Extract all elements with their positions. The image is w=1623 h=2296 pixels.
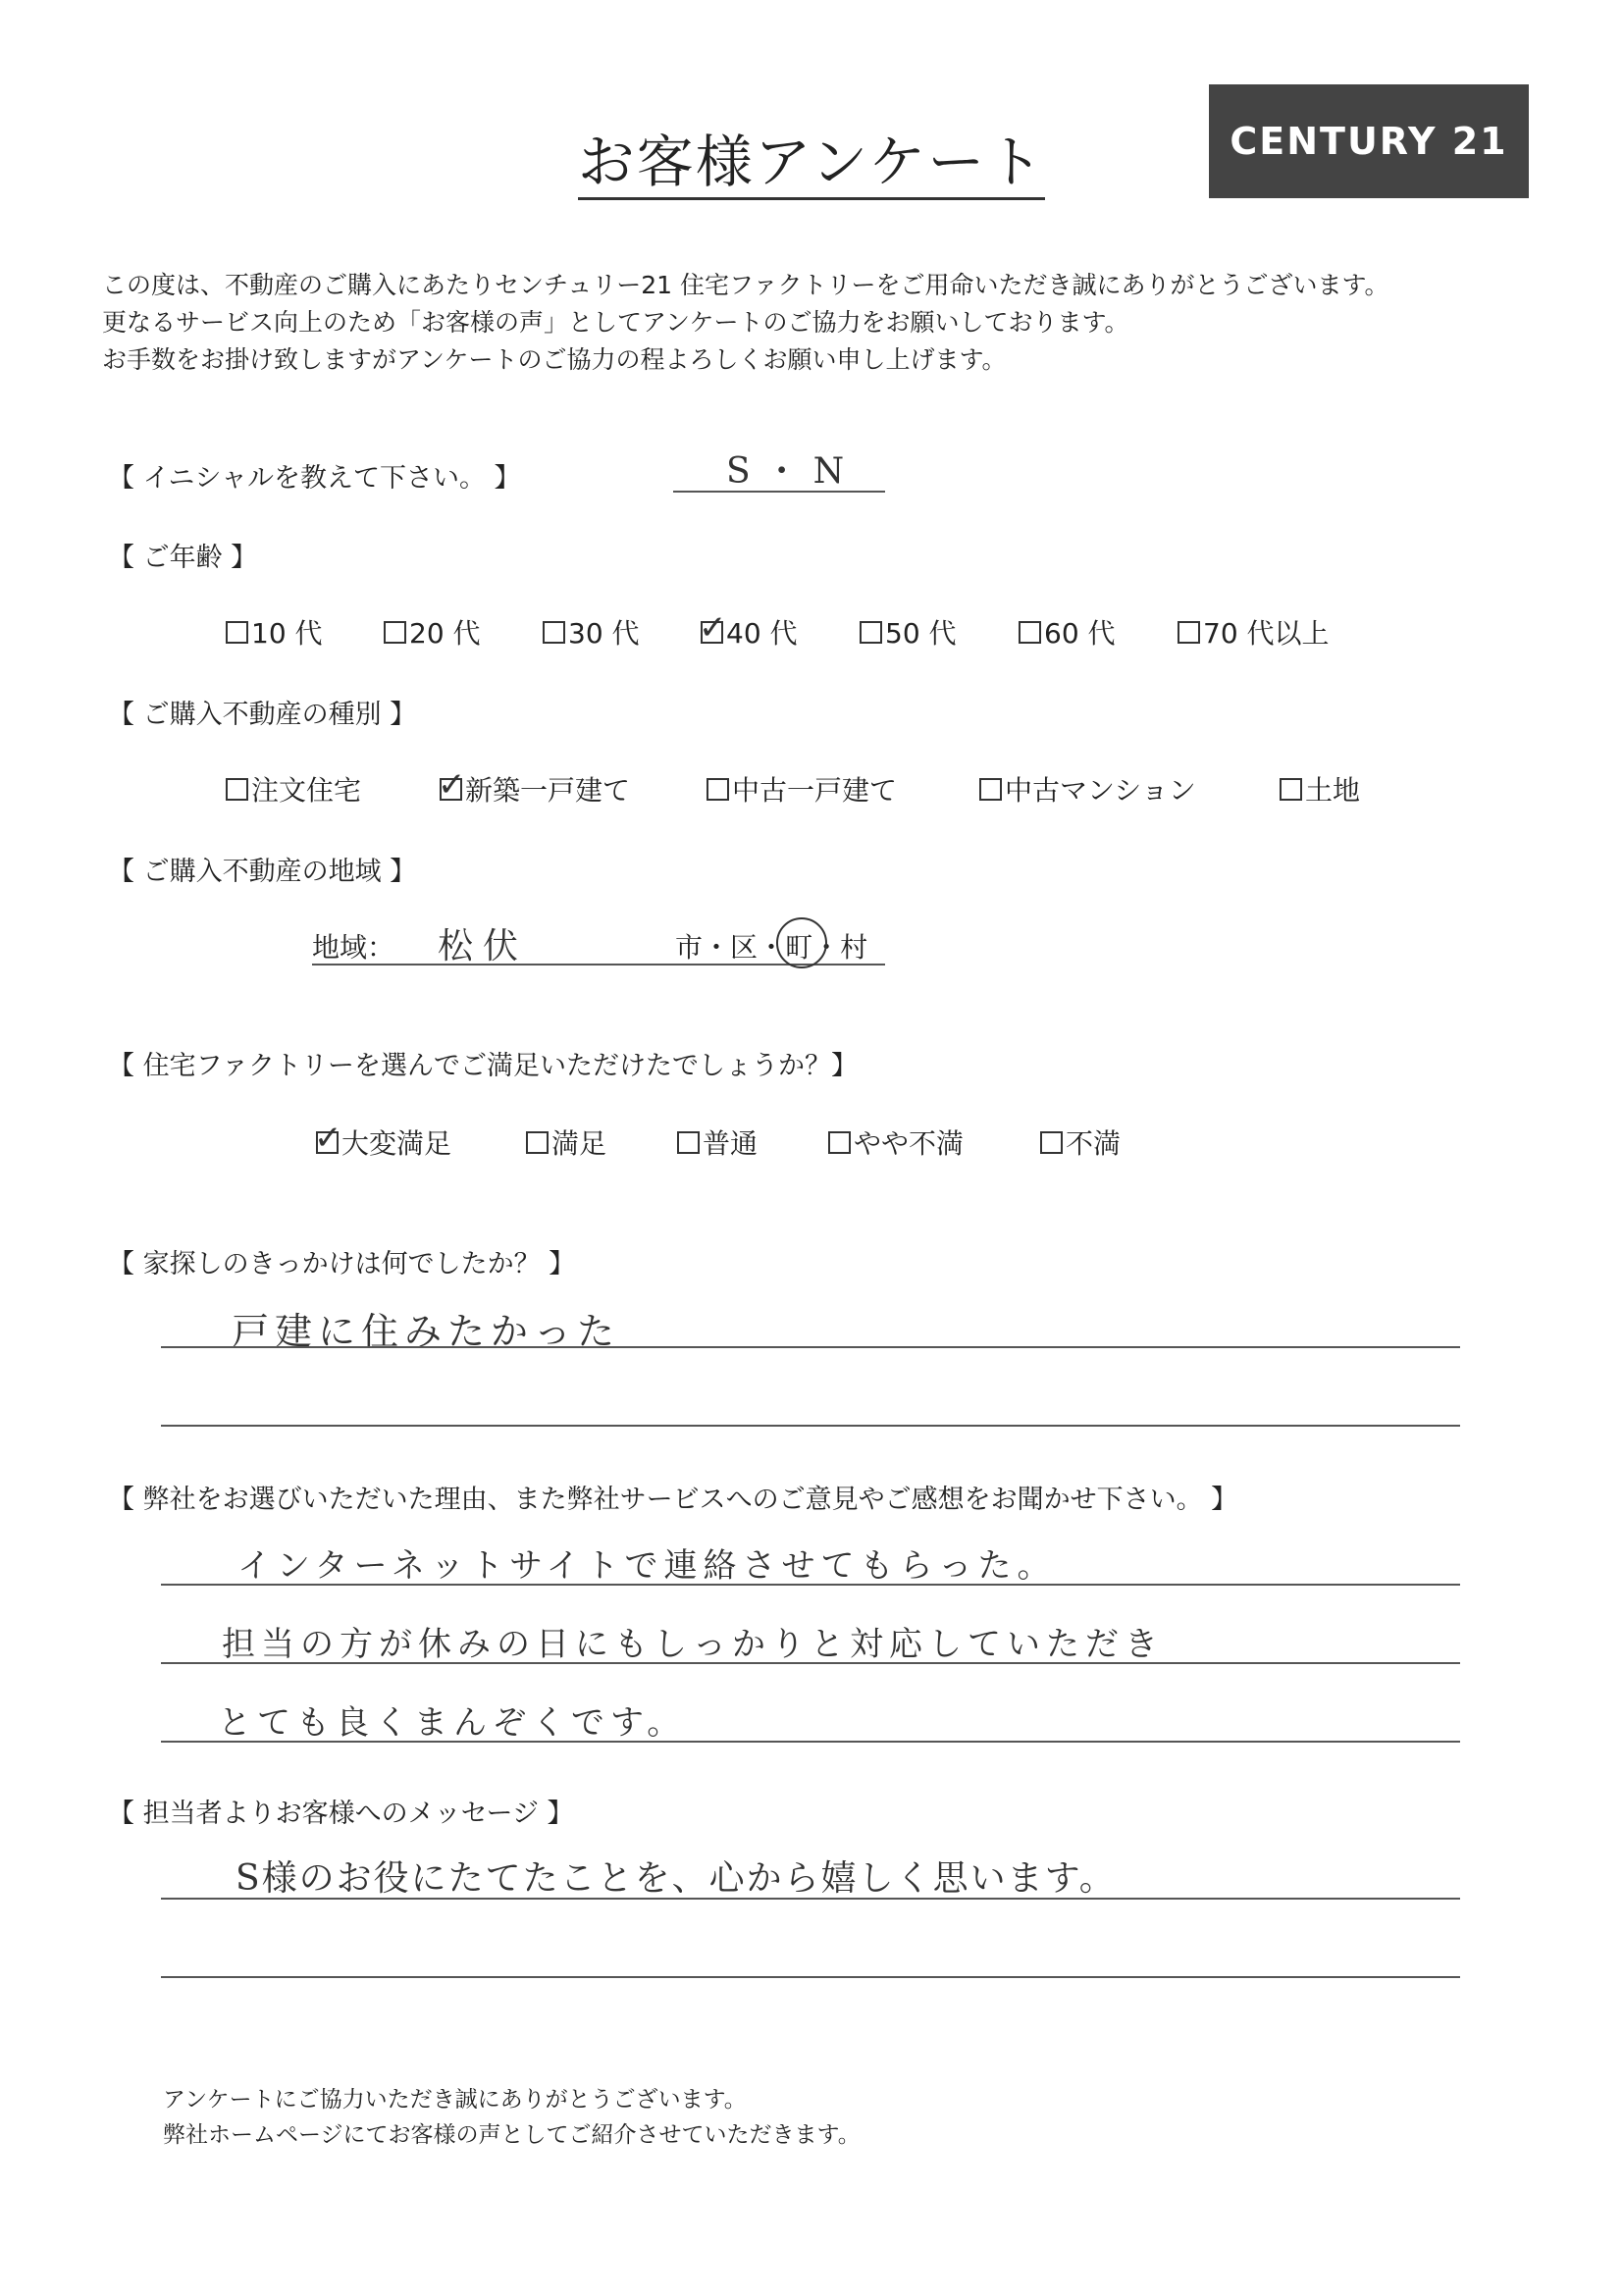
footer-text <box>163 2082 861 2153</box>
age-option-40s[interactable]: ✓ 40 代 <box>699 608 798 650</box>
separator: ・ <box>758 931 786 964</box>
page-title: お客様アンケート <box>0 116 1623 198</box>
checkbox[interactable] <box>226 778 248 801</box>
satisfaction-option-satisfied[interactable]: 満足 <box>526 1122 606 1162</box>
checkbox[interactable] <box>979 778 1002 801</box>
intro-line: この度は、不動産のご購入にあたりセンチュリー21 住宅ファクトリーをご用命いただき誠にありがとうございます。 <box>102 271 1389 299</box>
checkbox[interactable] <box>1040 1131 1063 1154</box>
checkbox[interactable] <box>543 621 565 644</box>
answer-line <box>161 1976 1460 1978</box>
check-mark-icon: ✓ <box>314 1119 342 1158</box>
answer-line <box>161 1898 1460 1900</box>
answer-line <box>161 1425 1460 1427</box>
age-option-30s[interactable]: 30 代 <box>543 612 640 652</box>
property-type-options <box>0 765 1623 809</box>
satisfaction-option-very-satisfied[interactable]: ✓ 大変満足 <box>314 1119 452 1160</box>
suffix-town-circled[interactable]: 町 <box>785 926 812 965</box>
property-option-used-mansion[interactable]: 中古マンション <box>979 769 1196 809</box>
satisfaction-option-somewhat-dissatisfied[interactable]: やや不満 <box>828 1122 964 1162</box>
checkbox[interactable] <box>707 778 729 801</box>
age-option-70s-plus[interactable]: 70 代以上 <box>1178 612 1330 652</box>
checkbox[interactable] <box>860 621 882 644</box>
satisfaction-question: 【 住宅ファクトリーを選んでご満足いただけたでしょうか？】 <box>108 1051 859 1081</box>
checkbox-checked[interactable] <box>438 765 466 805</box>
answer-line <box>161 1741 1460 1743</box>
checkbox-checked[interactable] <box>699 608 727 648</box>
property-option-land[interactable]: 土地 <box>1280 769 1360 809</box>
intro-line: 更なるサービス向上のため「お客様の声」としてアンケートのご協力をお願いしております。 <box>102 308 1129 337</box>
region-question: 【 ご購入不動産の地域 】 <box>108 857 417 887</box>
age-option-50s[interactable]: 50 代 <box>860 612 957 652</box>
separator: ・ <box>812 931 841 964</box>
reason-question: 【 弊社をお選びいただいた理由、また弊社サービスへのご意見やご感想をお聞かせ下さい。 】 <box>108 1485 1238 1515</box>
checkbox[interactable] <box>226 621 248 644</box>
property-option-new-house[interactable]: ✓ 新築一戸建て <box>438 765 631 807</box>
age-question: 【 ご年齢 】 <box>108 543 258 573</box>
property-option-used-house[interactable]: 中古一戸建て <box>707 769 897 809</box>
property-option-custom-house[interactable]: 注文住宅 <box>226 769 361 809</box>
message-answer-line-1[interactable]: S様のお役にたてたことを、心から嬉しく思います。 <box>236 1858 1117 1899</box>
trigger-answer-line-1[interactable]: 戸建に住みたかった <box>232 1310 621 1353</box>
footer-line: 弊社ホームページにてお客様の声としてご紹介させていただきます。 <box>163 2122 861 2148</box>
answer-line <box>161 1346 1460 1348</box>
intro-line: お手数をお掛け致しますがアンケートのご協力の程よろしくお願い申し上げます。 <box>102 345 1007 374</box>
age-option-10s[interactable]: 10 代 <box>226 612 323 652</box>
checkbox[interactable] <box>828 1131 851 1154</box>
suffix-ward[interactable]: 区 <box>730 931 759 964</box>
intro-text <box>102 267 1389 379</box>
initials-answer[interactable]: S・N <box>726 451 859 492</box>
suffix-village[interactable]: 村 <box>840 931 868 964</box>
satisfaction-options <box>0 1119 1623 1162</box>
age-option-20s[interactable]: 20 代 <box>384 612 481 652</box>
region-field-label: 地域： <box>312 931 395 964</box>
satisfaction-option-dissatisfied[interactable]: 不満 <box>1040 1122 1121 1162</box>
separator: ・ <box>703 931 731 964</box>
checkbox[interactable] <box>1019 621 1041 644</box>
reason-answer-line-2[interactable]: 担当の方が休みの日にもしっかりと対応していただき <box>222 1625 1164 1664</box>
age-option-60s[interactable]: 60 代 <box>1019 612 1116 652</box>
checkbox-checked[interactable] <box>314 1119 342 1158</box>
initials-question: 【 イニシャルを教えて下さい。 】 <box>108 463 521 494</box>
reason-answer-line-3[interactable]: とても良くまんぞくです。 <box>218 1703 687 1743</box>
checkbox[interactable] <box>1178 621 1200 644</box>
answer-line <box>161 1662 1460 1664</box>
century21-logo: CENTURY 21 <box>1209 84 1529 198</box>
checkbox[interactable] <box>1280 778 1302 801</box>
age-options <box>0 608 1623 652</box>
reason-answer-line-1[interactable]: インターネットサイトで連絡させてもらった。 <box>237 1546 1057 1586</box>
trigger-question: 【 家探しのきっかけは何でしたか？ 】 <box>108 1249 576 1279</box>
satisfaction-option-normal[interactable]: 普通 <box>677 1122 758 1162</box>
message-question: 【 担当者よりお客様へのメッセージ 】 <box>108 1799 574 1829</box>
property-type-question: 【 ご購入不動産の種別 】 <box>108 700 417 730</box>
answer-line <box>161 1584 1460 1586</box>
check-mark-icon: ✓ <box>438 765 466 805</box>
circle-mark-icon <box>776 917 827 968</box>
region-suffixes <box>675 926 867 965</box>
footer-line: アンケートにご協力いただき誠にありがとうございます。 <box>163 2087 747 2113</box>
checkbox[interactable] <box>677 1131 700 1154</box>
checkbox[interactable] <box>384 621 406 644</box>
checkbox[interactable] <box>526 1131 549 1154</box>
check-mark-icon: ✓ <box>699 608 727 648</box>
region-answer[interactable]: 松伏 <box>438 926 529 966</box>
suffix-city[interactable]: 市 <box>675 931 704 964</box>
